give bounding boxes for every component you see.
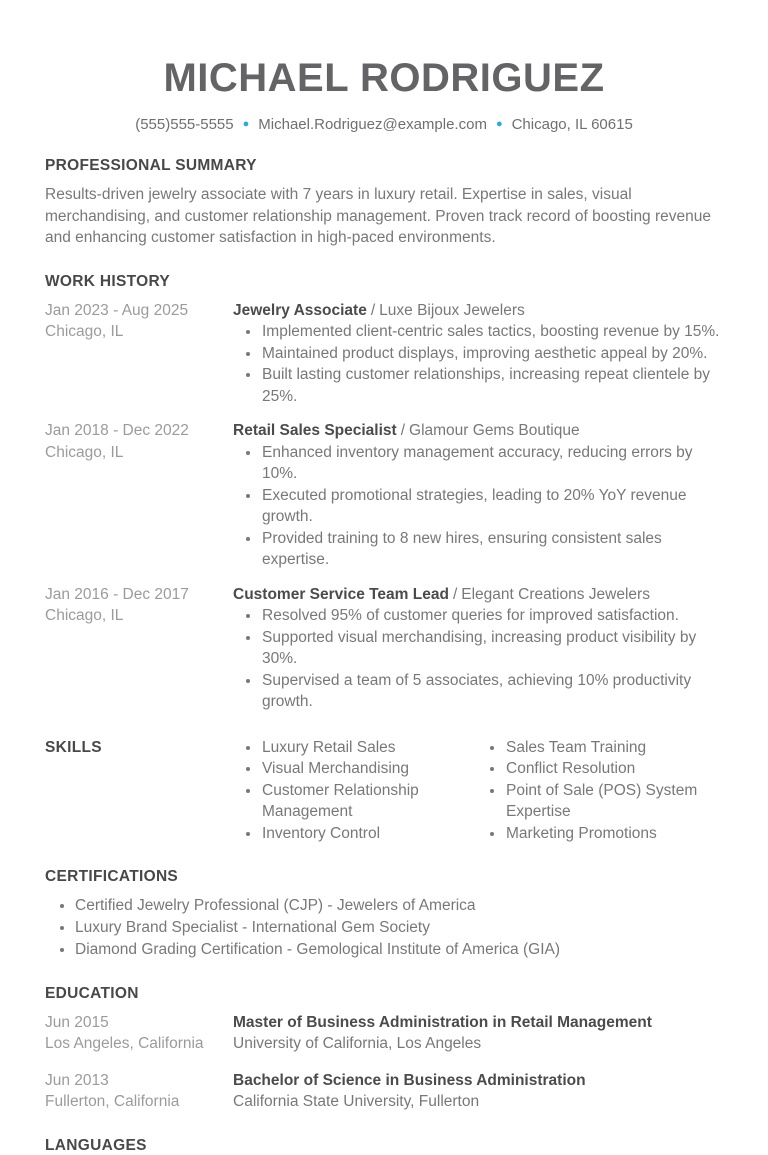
bullet-item: • Supported visual merchandising, increasing product visibility by 30%. (261, 627, 723, 670)
skills-heading-cell (45, 737, 233, 845)
job-title: Retail Sales Specialist (233, 422, 397, 439)
job-company: Luxe Bijoux Jewelers (379, 301, 525, 319)
education-meta (45, 1012, 233, 1055)
title-separator: / (370, 301, 376, 319)
job-entry (45, 584, 723, 713)
section-heading: LANGUAGES (45, 1136, 147, 1154)
skill-item: • Visual Merchandising (261, 758, 477, 780)
job-title: Customer Service Team Lead (233, 585, 449, 603)
section-certifications (45, 868, 723, 961)
certification-item: • Luxury Brand Specialist - International Gem Society (75, 917, 723, 939)
job-dates: Jan 2016 - Dec 2017 (45, 585, 189, 603)
bullet-item: • Implemented client-centric sales tactics, boosting revenue by 15%. (261, 321, 723, 343)
bullet-item: • Executed promotional strategies, leading to 20% YoY revenue growth. (261, 485, 723, 528)
summary-text: Results-driven jewelry associate with 7 years in luxury retail. Expertise in sales, visual merchandising, and customer relationship management. Proven track record of boosting revenue and enhancing customer satisfaction in high-paced environments. (45, 186, 712, 246)
job-dates: Jan 2023 - Aug 2025 (45, 301, 189, 319)
title-separator: / (452, 585, 458, 603)
section-skills (45, 737, 723, 845)
skills-column-1 (233, 737, 477, 845)
skills-columns (233, 737, 723, 845)
job-company: Glamour Gems Boutique (409, 422, 580, 439)
bullet-item: • Built lasting customer relationships, increasing repeat clientele by 25%. (261, 364, 723, 407)
skill-item: • Conflict Resolution (505, 758, 723, 780)
section-work-history (45, 273, 723, 713)
certification-item: • Diamond Grading Certification - Gemological Institute of America (GIA) (75, 939, 723, 961)
job-location: Chicago, IL (45, 607, 124, 624)
phone-text: (555)555-5555 (135, 116, 234, 133)
skill-item: • Point of Sale (POS) System Expertise (505, 780, 723, 823)
page-title: MICHAEL RODRIGUEZ (163, 56, 605, 100)
email-text: Michael.Rodriguez@example.com (258, 116, 487, 133)
skill-item: • Customer Relationship Management (261, 780, 477, 823)
bullet-item: • Provided training to 8 new hires, ensuring consistent sales expertise. (261, 528, 723, 571)
education-school: California State University, Fullerton (233, 1093, 480, 1110)
skills-column-2 (477, 737, 723, 845)
job-bullet-list (233, 605, 723, 713)
skill-item: • Inventory Control (261, 823, 477, 845)
certification-item: • Certified Jewelry Professional (CJP) - Jewelers of America (75, 895, 723, 917)
education-entry (45, 1012, 723, 1055)
section-heading: EDUCATION (45, 984, 139, 1002)
job-title-line (233, 420, 723, 442)
job-meta (45, 300, 233, 408)
skill-item: • Luxury Retail Sales (261, 737, 477, 759)
section-heading: WORK HISTORY (45, 272, 171, 290)
section-education (45, 985, 723, 1113)
bullet-item: • Maintained product displays, improving aesthetic appeal by 20%. (261, 343, 723, 365)
education-degree: Bachelor of Science in Business Administration (233, 1071, 586, 1089)
job-entry (45, 420, 723, 571)
education-entry (45, 1070, 723, 1113)
education-details (233, 1070, 723, 1113)
job-dates: Jan 2018 - Dec 2022 (45, 422, 189, 439)
job-bullet-list (233, 442, 723, 571)
section-professional-summary (45, 157, 723, 249)
education-date: Jun 2015 (45, 1013, 109, 1031)
title-separator: / (400, 422, 406, 439)
job-location: Chicago, IL (45, 323, 124, 340)
education-meta (45, 1070, 233, 1113)
education-details (233, 1012, 723, 1055)
bullet-item: • Resolved 95% of customer queries for improved satisfaction. (261, 605, 723, 627)
job-location: Chicago, IL (45, 443, 124, 461)
job-entry (45, 300, 723, 408)
job-meta (45, 420, 233, 571)
job-title: Jewelry Associate (233, 301, 367, 319)
bullet-item: • Supervised a team of 5 associates, achieving 10% productivity growth. (261, 670, 723, 713)
section-heading: CERTIFICATIONS (45, 868, 179, 885)
resume-header (45, 56, 723, 133)
job-details (233, 584, 723, 713)
education-date: Jun 2013 (45, 1071, 109, 1089)
certification-list (45, 895, 723, 961)
contact-row (45, 116, 723, 133)
job-title-line (233, 300, 723, 322)
job-details (233, 420, 723, 571)
skill-item: • Marketing Promotions (505, 823, 723, 845)
separator-dot-icon: ● (242, 118, 250, 130)
bullet-item: • Enhanced inventory management accuracy, reducing errors by 10%. (261, 442, 723, 485)
location-text: Chicago, IL 60615 (511, 116, 633, 133)
section-heading: PROFESSIONAL SUMMARY (45, 157, 257, 174)
job-bullet-list (233, 321, 723, 407)
separator-dot-icon: ● (495, 118, 503, 130)
job-meta (45, 584, 233, 713)
education-location: Fullerton, California (45, 1093, 180, 1110)
education-school: University of California, Los Angeles (233, 1035, 482, 1052)
skill-item: • Sales Team Training (505, 737, 723, 759)
section-heading: SKILLS (45, 738, 102, 756)
job-details (233, 300, 723, 408)
job-company: Elegant Creations Jewelers (461, 585, 650, 603)
education-degree: Master of Business Administration in Retail Management (233, 1013, 652, 1031)
job-title-line (233, 584, 723, 606)
education-location: Los Angeles, California (45, 1035, 204, 1052)
